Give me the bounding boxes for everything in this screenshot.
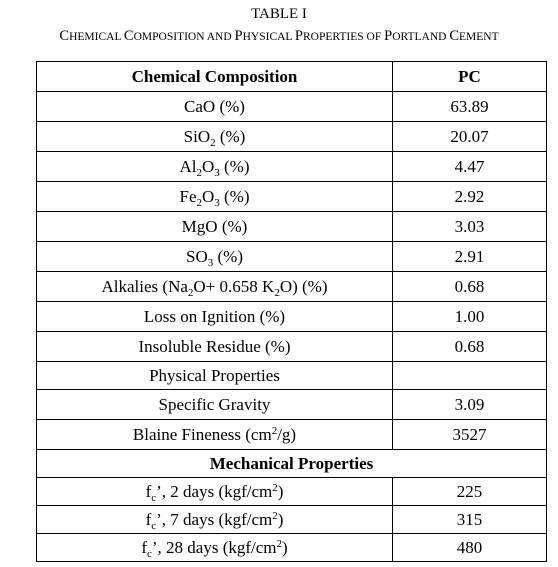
row-label: Insoluble Residue (%) bbox=[37, 332, 393, 362]
row-label: $f_c$’, 7 days $(kgf/cm^2)$ bbox=[37, 506, 393, 534]
row-label: Physical Properties bbox=[37, 362, 393, 390]
row-value: 3527 bbox=[393, 420, 547, 450]
row-value: 3.03 bbox=[393, 212, 547, 242]
table-row bbox=[37, 122, 547, 152]
row-label: $Al_2O_3$ (%) bbox=[37, 152, 393, 182]
table-label: TABLE I bbox=[251, 6, 307, 22]
table-title: CHEMICAL COMPOSITION AND PHYSICAL PROPERTIES OF PORTLAND CEMENT bbox=[59, 28, 499, 44]
table-row bbox=[37, 272, 547, 302]
table-row bbox=[37, 390, 547, 420]
table-row bbox=[37, 534, 547, 562]
row-value: 20.07 bbox=[393, 122, 547, 152]
row-label: $f_c$’, 28 days $(kgf/cm^2)$ bbox=[37, 534, 393, 562]
row-value: 4.47 bbox=[393, 152, 547, 182]
table-row bbox=[37, 152, 547, 182]
table-header-row bbox=[37, 62, 547, 92]
row-value: 2.91 bbox=[393, 242, 547, 272]
row-label: Loss on Ignition (%) bbox=[37, 302, 393, 332]
row-value: 3.09 bbox=[393, 390, 547, 420]
row-label: $SO_3$ (%) bbox=[37, 242, 393, 272]
row-label: $Fe_2O_3$ (%) bbox=[37, 182, 393, 212]
header-pc: PC bbox=[393, 62, 547, 92]
section-heading-mechanical-properties: Mechanical Properties bbox=[37, 450, 547, 478]
table-row bbox=[37, 420, 547, 450]
row-value: 1.00 bbox=[393, 302, 547, 332]
row-label: Specific Gravity bbox=[37, 390, 393, 420]
row-value bbox=[393, 362, 547, 390]
row-value: 0.68 bbox=[393, 332, 547, 362]
row-value: 480 bbox=[393, 534, 547, 562]
table-row bbox=[37, 362, 547, 390]
properties-table bbox=[36, 61, 547, 562]
table-row bbox=[37, 242, 547, 272]
row-value: 2.92 bbox=[393, 182, 547, 212]
row-label: Blaine Fineness $(cm^2/g)$ bbox=[37, 420, 393, 450]
row-label: MgO (%) bbox=[37, 212, 393, 242]
table-row bbox=[37, 506, 547, 534]
row-label: $f_c$’, 2 days $(kgf/cm^2)$ bbox=[37, 478, 393, 506]
section-heading-row bbox=[37, 450, 547, 478]
row-value: 225 bbox=[393, 478, 547, 506]
table-row bbox=[37, 302, 547, 332]
table-row bbox=[37, 478, 547, 506]
table-row bbox=[37, 182, 547, 212]
header-chemical-composition: Chemical Composition bbox=[37, 62, 393, 92]
row-value: 0.68 bbox=[393, 272, 547, 302]
table-row bbox=[37, 332, 547, 362]
row-label: SiO$_2$ (%) bbox=[37, 122, 393, 152]
row-label: Alkalies ($Na_2O+ 0.658$ $K_2O$) (%) bbox=[37, 272, 393, 302]
table-row bbox=[37, 212, 547, 242]
table-row bbox=[37, 92, 547, 122]
row-label: CaO (%) bbox=[37, 92, 393, 122]
row-value: 63.89 bbox=[393, 92, 547, 122]
row-value: 315 bbox=[393, 506, 547, 534]
